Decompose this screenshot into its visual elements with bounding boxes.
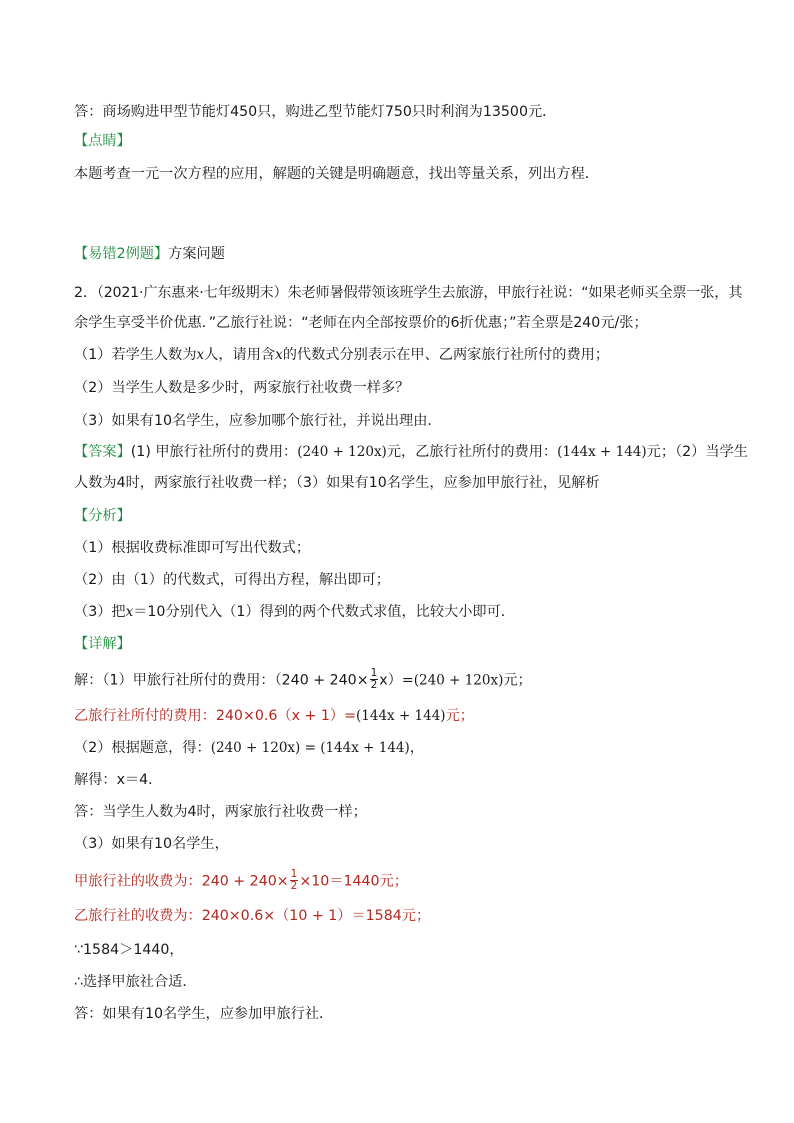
fraction-num: 1 <box>370 667 378 679</box>
detail-s1-math: (240 + 120x) <box>413 672 504 689</box>
detail-s7-a: 甲旅行社的收费为：240 + 240× <box>74 873 289 890</box>
answer-math-2: (144x + 144) <box>557 444 647 460</box>
question-1 <box>74 345 734 365</box>
detail-s1-c: 元； <box>503 672 532 689</box>
detail-step-3 <box>74 738 734 758</box>
answer-math-1: (240 + 120x) <box>297 444 387 460</box>
detail-s1-b: x）= <box>379 672 414 689</box>
answer-line-1 <box>74 442 748 462</box>
q1-text-c: 的代数式分别表示在甲、乙两家旅行社所付的费用； <box>282 347 610 363</box>
analysis-line-1: （1）根据收费标准即可写出代数式； <box>74 540 311 556</box>
detail-step-11: 答：如果有10名学生，应参加甲旅行社． <box>74 1006 334 1022</box>
section-name: 方案问题 <box>168 246 225 262</box>
question-3: （3）如果有10名学生，应参加哪个旅行社，并说出理由． <box>74 413 442 429</box>
detail-s3-a: （2）根据题意，得： <box>74 740 211 756</box>
detail-step-9: ∵1584＞1440， <box>74 942 184 958</box>
q1-var-2: x <box>275 347 283 363</box>
q1-var: x <box>196 347 205 363</box>
detail-step-6: （3）如果有10名学生， <box>74 836 229 852</box>
fraction-half-2 <box>290 869 299 892</box>
answer-heading: 【答案】 <box>74 444 131 460</box>
detail-heading: 【详解】 <box>74 636 131 652</box>
fraction-den-2: 2 <box>290 880 298 892</box>
detail-s2-a: 乙旅行社所付的费用：240×0.6（x + 1）= <box>74 708 356 724</box>
problem-line-2: 余学生享受半价优惠．”乙旅行社说：“老师在内全部按票价的6折优惠；”若全票是240元/张； <box>74 315 648 331</box>
dianjing-text: 本题考查一元一次方程的应用，解题的关键是明确题意，找出等量关系，列出方程． <box>74 166 599 182</box>
detail-step-8: 乙旅行社的收费为：240×0.6×（10 + 1）＝1584元； <box>74 908 431 924</box>
answer-text-a: (1) 甲旅行社所付的费用： <box>130 444 298 460</box>
q1-text-a: （1）若学生人数为 <box>74 347 197 363</box>
answer-text-b: 元，乙旅行社所付的费用： <box>386 444 558 460</box>
answer-statement: 答：商场购进甲型节能灯450只，购进乙型节能灯750只时利润为13500元． <box>74 104 557 120</box>
fraction-num-2: 1 <box>290 868 298 880</box>
q1-text-b: 人，请用含 <box>204 347 276 363</box>
detail-s2-c: 元； <box>445 708 474 724</box>
section-tag: 【易错2例题】 <box>74 246 169 262</box>
analysis-l3-a: （3）把 <box>74 604 126 620</box>
section-title <box>74 244 734 264</box>
detail-s7-b: ×10＝1440元； <box>299 873 408 890</box>
detail-step-1 <box>74 669 734 692</box>
detail-step-2 <box>74 706 734 726</box>
detail-s3-math: (240 + 120x) = (144x + 144) <box>210 740 410 756</box>
fraction-den: 2 <box>370 679 378 691</box>
analysis-l3-b: ＝10分别代入（1）得到的两个代数式求值，比较大小即可． <box>133 604 515 620</box>
question-2: （2）当学生人数是多少时，两家旅行社收费一样多？ <box>74 380 410 396</box>
detail-step-4: 解得：x＝4． <box>74 772 163 788</box>
detail-step-7 <box>74 870 734 893</box>
analysis-line-2: （2）由（1）的代数式，可得出方程，解出即可； <box>74 572 390 588</box>
detail-s1-a: 解：（1）甲旅行社所付的费用：（240 + 240× <box>74 672 369 689</box>
analysis-heading: 【分析】 <box>74 508 131 524</box>
answer-text-c: 元；（2）当学生 <box>646 444 748 460</box>
detail-s3-c: ， <box>409 740 424 756</box>
detail-s2-math: (144x + 144) <box>356 708 446 724</box>
answer-line-2: 人数为4时，两家旅行社收费一样；（3）如果有10名学生，应参加甲旅行社，见解析 <box>74 475 600 491</box>
problem-line-1: 2．（2021·广东惠来·七年级期末）朱老师暑假带领该班学生去旅游，甲旅行社说：“如果老师买全票一张，其 <box>74 285 743 301</box>
detail-step-5: 答：当学生人数为4时，两家旅行社收费一样； <box>74 804 367 820</box>
dianjing-heading: 【点睛】 <box>74 133 131 149</box>
analysis-line-3 <box>74 602 734 622</box>
analysis-l3-var: x <box>125 604 134 620</box>
fraction-half <box>370 668 379 691</box>
detail-step-10: ∴选择甲旅社合适． <box>74 974 197 990</box>
